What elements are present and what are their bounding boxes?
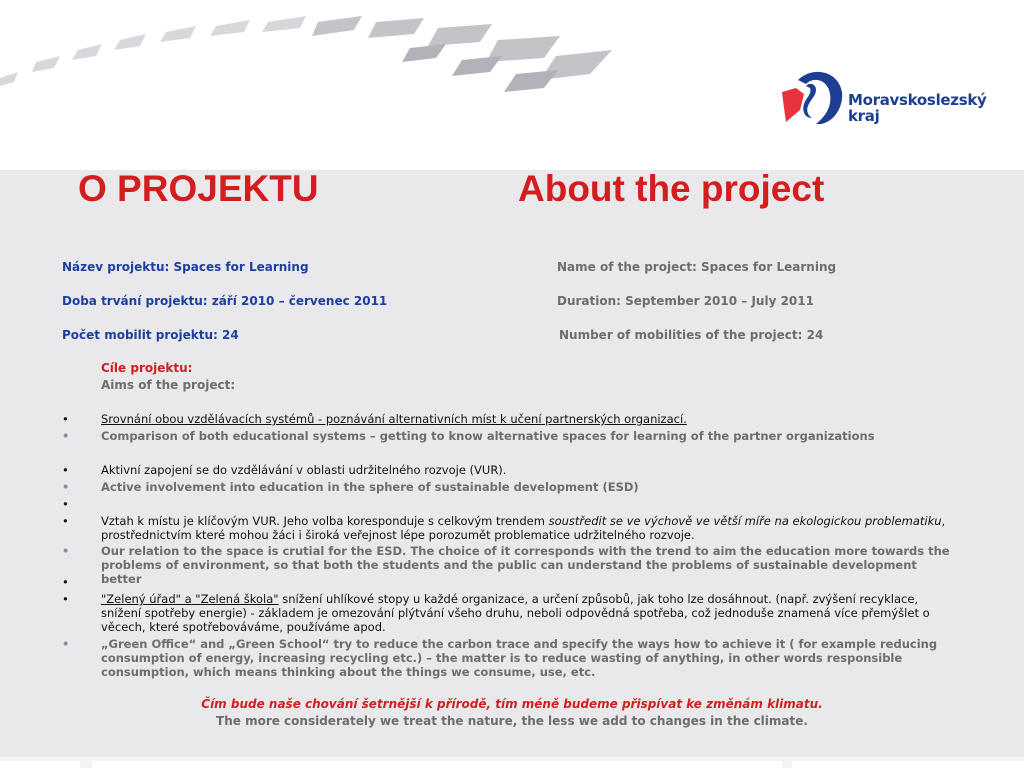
closing-statement-cz: Čím bude naše chování šetrnější k přírodě, tím méně budeme přispívat ke změnám klimatu. — [201, 697, 823, 711]
duration-cz: Doba trvání projektu: září 2010 – červenec 2011 — [62, 294, 388, 308]
bullet-1-cz-text: Srovnání obou vzdělávacích systémů - poznávání alternativních míst k učení partnerských organizací. — [101, 412, 687, 426]
bullet-2-cz-text: Aktivní zapojení se do vzdělávání v oblasti udržitelného rozvoje (VUR). — [101, 463, 507, 477]
project-name-en: Name of the project: Spaces for Learning — [557, 260, 837, 274]
bullet-4-cz-text — [101, 592, 961, 634]
footer-segment — [92, 761, 782, 768]
bullet-icon: • — [62, 514, 69, 528]
logo-line2: kraj — [848, 107, 880, 125]
bullet-icon: • — [62, 637, 70, 651]
footer-decoration — [0, 757, 1024, 768]
duration-en: Duration: September 2010 – July 2011 — [557, 294, 814, 308]
bullet-icon: • — [62, 575, 69, 589]
goals-heading-cz: Cíle projektu: — [101, 361, 193, 375]
bullet-3-cz-italic: soustředit se ve výchově ve větší míře na ekologickou problematiku — [548, 514, 942, 528]
footer-segment — [792, 761, 1024, 768]
bullet-icon: • — [62, 463, 69, 477]
bullet-4-cz-rest: snížení uhlíkové stopy u každé organizace, a určení způsobů, jak toho lze dosáhnout. (např. zvýšení recyklace, snížení spotřeby energie) - základem je omezování plýtvání všeho druhu, neboli odpovědná spotřeba, což jednoduše znamená více přemýšlet o věcech, které spotřebováváme, používáme apod. — [101, 592, 930, 634]
bullet-4-cz-underlined: "Zelený úřad" a "Zelená škola" — [101, 592, 279, 606]
closing-statement-en: The more considerately we treat the nature, the less we add to changes in the climate. — [216, 714, 808, 728]
bullet-3-cz-text — [101, 514, 961, 542]
logo-emblem-icon — [778, 66, 848, 130]
logo-text — [848, 92, 987, 124]
bullet-3-en-text: Our relation to the space is crutial for the ESD. The choice of it corresponds with the trend to aim the education more towards the problems of environment, so that both the students and the public can understand the problems of sustainable development better — [101, 544, 950, 586]
title-czech: O PROJEKTU — [78, 168, 319, 209]
bullet-icon: • — [62, 412, 69, 426]
bullet-icon: • — [62, 592, 69, 606]
bullet-icon: • — [62, 429, 70, 443]
bullet-4-en-text: „Green Office“ and „Green School“ try to reduce the carbon trace and specify the ways how to achieve it ( for example reducing consumption of energy, increasing recycling etc.) – the matter is to reduce wasting of anything, in other words responsible consumption, which means thinking about the things we consume, use, etc. — [101, 637, 938, 679]
logo-line1: Moravskoslezský — [848, 91, 987, 109]
mobilities-cz: Počet mobilit projektu: 24 — [62, 328, 239, 342]
bullet-2-en-text: Active involvement into education in the sphere of sustainable development (ESD) — [101, 480, 639, 494]
bullet-1-en-text: Comparison of both educational systems – getting to know alternative spaces for learning of the partner organizations — [101, 429, 875, 443]
bullet-icon: • — [62, 497, 69, 511]
mobilities-en: Number of mobilities of the project: 24 — [559, 328, 824, 342]
bullet-icon: • — [62, 480, 70, 494]
decorative-stripes — [0, 0, 620, 140]
bullet-3-cz-part-a: Vztah k místu je klíčovým VUR. Jeho volba koresponduje s celkovým trendem — [101, 514, 549, 528]
bullet-3-cz-part-b: , prostřednictvím které mohou žáci i široká veřejnost lépe porozumět problematice udržitelného rozvoje. — [101, 514, 946, 542]
bullet-icon: • — [62, 544, 70, 558]
title-english: About the project — [518, 168, 825, 209]
goals-heading-en: Aims of the project: — [101, 378, 236, 392]
footer-segment — [0, 761, 80, 768]
project-name-cz: Název projektu: Spaces for Learning — [62, 260, 309, 274]
